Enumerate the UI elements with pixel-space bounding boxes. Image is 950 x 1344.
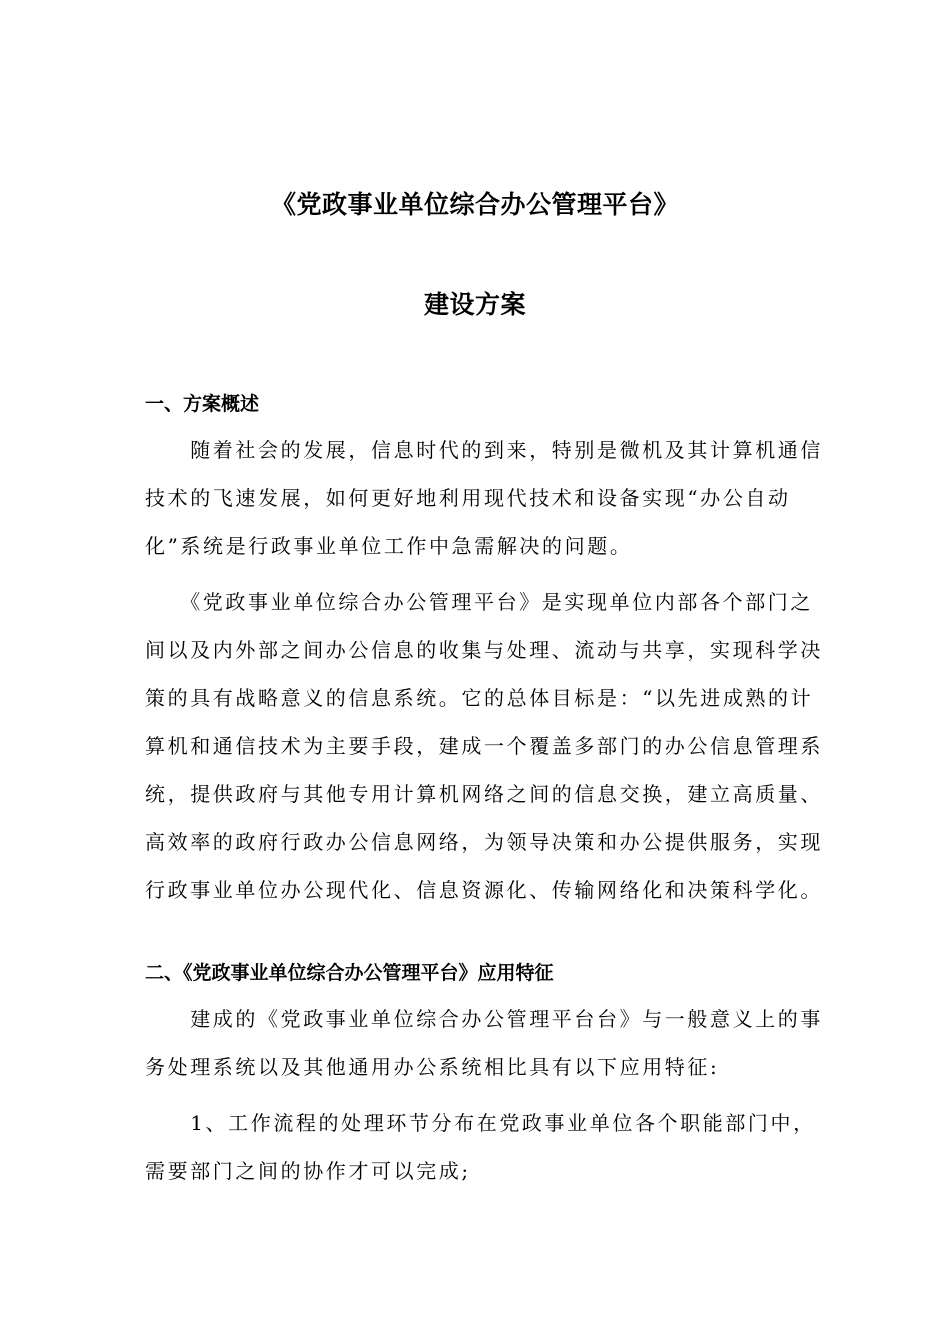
- features-item-1: [145, 1099, 835, 1195]
- text-line: 化”系统是行政事业单位工作中急需解决的问题。: [145, 534, 633, 558]
- text-line: 统，提供政府与其他专用计算机网络之间的信息交换，建立高质量、: [145, 782, 823, 806]
- text-line: 技术的飞速发展，如何更好地利用现代技术和设备实现“办公自动: [145, 486, 791, 510]
- text-line: 1、工作流程的处理环节分布在党政事业单位各个职能部门中，: [145, 1111, 816, 1135]
- text-line: 高效率的政府行政办公信息网络，为领导决策和办公提供服务，实现: [145, 830, 823, 854]
- section-heading-features: 二、《党政事业单位综合办公管理平台》应用特征: [145, 962, 554, 984]
- text-line: 务处理系统以及其他通用办公系统相比具有以下应用特征:: [145, 1055, 720, 1079]
- features-paragraph-1: [145, 995, 835, 1091]
- text-line: 建成的《党政事业单位综合办公管理平台台》与一般意义上的事: [145, 1007, 823, 1031]
- overview-paragraph-1: [145, 426, 835, 570]
- text-line: 行政事业单位办公现代化、信息资源化、传输网络化和决策科学化。: [145, 878, 823, 902]
- document-subtitle: 建设方案: [423, 290, 526, 319]
- text-line: 《党政事业单位综合办公管理平台》是实现单位内部各个部门之: [145, 590, 813, 614]
- overview-paragraph-2: [145, 578, 835, 914]
- text-line: 策的具有战略意义的信息系统。它的总体目标是：“以先进成熟的计: [145, 686, 814, 710]
- document-title: 《党政事业单位综合办公管理平台》: [270, 190, 679, 219]
- text-line: 算机和通信技术为主要手段，建成一个覆盖多部门的办公信息管理系: [145, 734, 823, 758]
- text-line: 间以及内外部之间办公信息的收集与处理、流动与共享，实现科学决: [145, 638, 823, 662]
- text-line: 随着社会的发展，信息时代的到来，特别是微机及其计算机通信: [145, 438, 823, 462]
- text-line: 需要部门之间的协作才可以完成;: [145, 1159, 471, 1183]
- section-heading-overview: 一、方案概述: [145, 393, 260, 415]
